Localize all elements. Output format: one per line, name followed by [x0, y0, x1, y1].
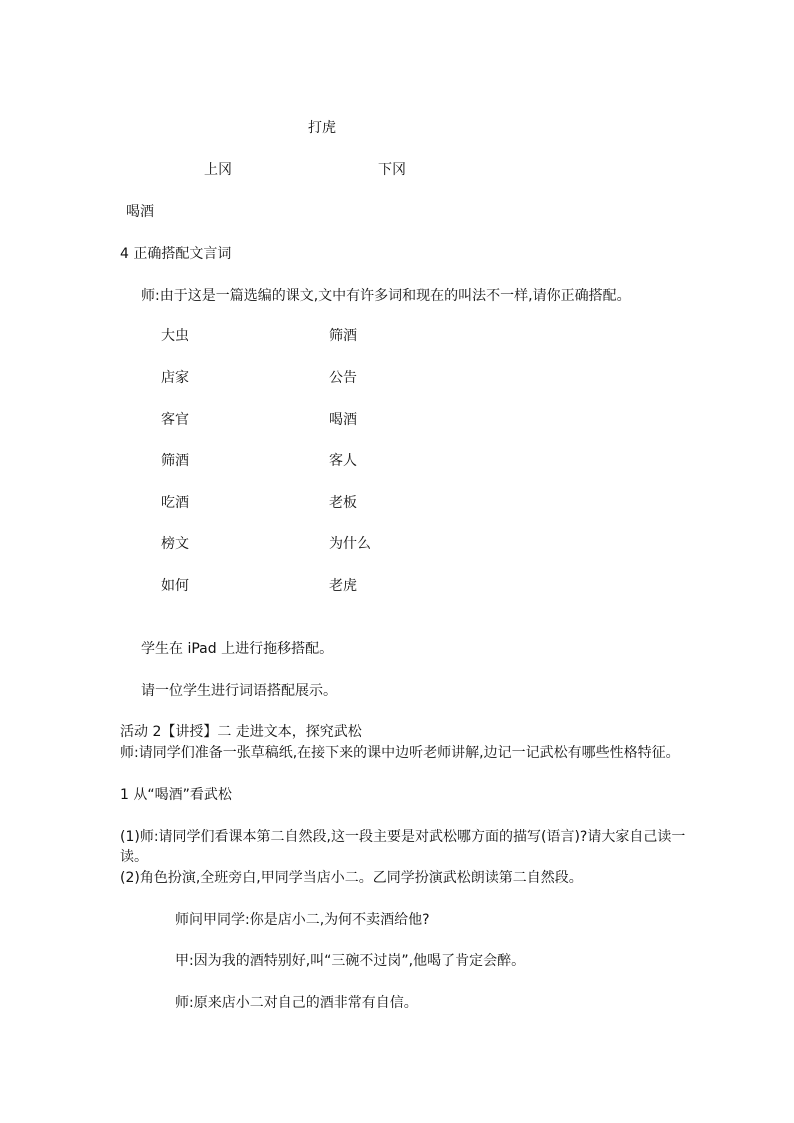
match-left-word[interactable]: 吃酒	[161, 495, 189, 511]
teacher-instruction: 师:请同学们准备一张草稿纸,在接下来的课中边听老师讲解,边记一记武松有哪些性格特征。	[120, 745, 680, 761]
match-right-word[interactable]: 筛酒	[329, 328, 357, 344]
dialogue-line: 师问甲同学:你是店小二,为何不卖酒给他?	[175, 912, 430, 928]
activity-title: 活动 2【讲授】二 走进文本，探究武松	[120, 724, 362, 740]
diagram-top-label: 打虎	[308, 120, 336, 136]
teacher-instruction: 师:由于这是一篇选编的课文,文中有许多词和现在的叫法不一样,请你正确搭配。	[141, 288, 631, 304]
match-left-word[interactable]: 店家	[161, 370, 189, 386]
match-right-word[interactable]: 公告	[329, 370, 357, 386]
match-left-word[interactable]: 筛酒	[161, 453, 189, 469]
activity-note: 请一位学生进行词语搭配展示。	[141, 683, 337, 699]
dialogue-line: 师:原来店小二对自己的酒非常有自信。	[175, 995, 418, 1011]
match-right-word[interactable]: 老板	[329, 495, 357, 511]
diagram-bottom-label: 喝酒	[126, 204, 154, 220]
sub-heading: 1 从“喝酒”看武松	[120, 787, 232, 803]
match-left-word[interactable]: 如何	[161, 578, 189, 594]
dialogue-line: 甲:因为我的酒特别好,叫“三碗不过岗”,他喝了肯定会醉。	[175, 953, 526, 969]
match-left-word[interactable]: 榜文	[161, 536, 189, 552]
diagram-left-label: 上冈	[204, 162, 232, 178]
match-right-word[interactable]: 客人	[329, 453, 357, 469]
paragraph-line: 读。	[120, 849, 148, 865]
match-right-word[interactable]: 喝酒	[329, 412, 357, 428]
activity-note: 学生在 iPad 上进行拖移搭配。	[141, 641, 334, 657]
paragraph-line: (2)角色扮演,全班旁白,甲同学当店小二。乙同学扮演武松朗读第二自然段。	[120, 870, 583, 886]
section-heading: 4 正确搭配文言词	[120, 246, 232, 262]
match-left-word[interactable]: 大虫	[161, 328, 189, 344]
paragraph-line: (1)师:请同学们看课本第二自然段,这一段主要是对武松哪方面的描写(语言)?请大家自己读一	[120, 829, 686, 845]
diagram-right-label: 下冈	[378, 162, 406, 178]
match-left-word[interactable]: 客官	[161, 412, 189, 428]
match-right-word[interactable]: 为什么	[329, 536, 371, 552]
match-right-word[interactable]: 老虎	[329, 578, 357, 594]
